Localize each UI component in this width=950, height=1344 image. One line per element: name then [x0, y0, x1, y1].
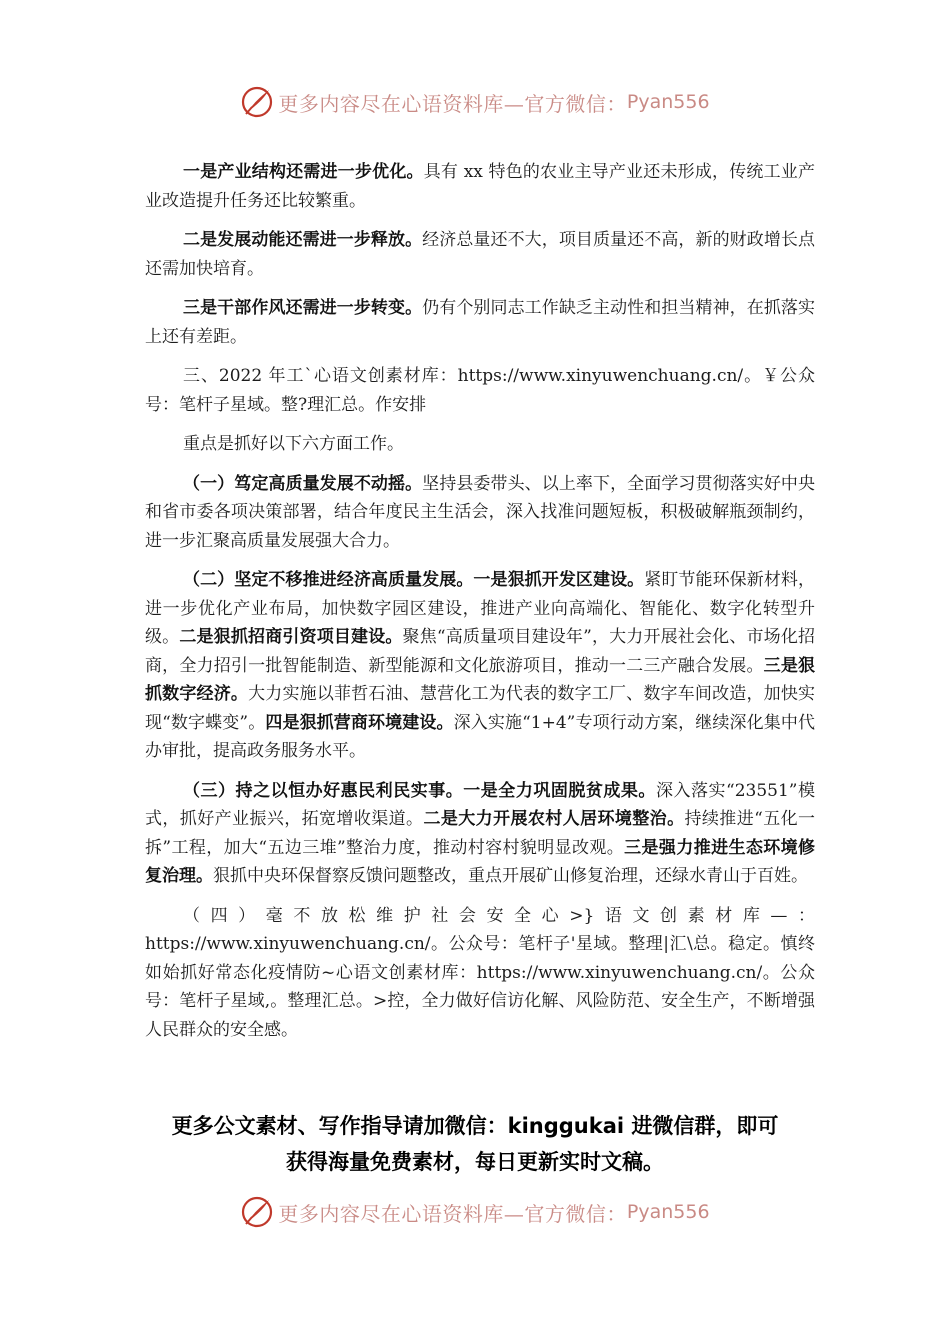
- paragraph: （三）持之以恒办好惠民利民实事。一是全力巩固脱贫成果。深入落实“23551”模式，抓好产业振兴，拓宽增收渠道。二是大力开展农村人居环境整治。持续推进“五化一拆”工程，加大“五边三堆”整治力度，推动村容村貌明显改观。三是强力推进生态环境修复治理。狠抓中央环保督察反馈问题整改，重点开展矿山修复治理，还绿水青山于百姓。: [145, 780, 816, 886]
- document-body: [145, 158, 815, 1055]
- footer-banner: [0, 1192, 950, 1232]
- notice-line-1: 更多公文素材、写作指导请加微信：kinggukai 进微信群，即可: [171, 1114, 779, 1138]
- paragraph: （二）坚定不移推进经济高质量发展。一是狠抓开发区建设。紧盯节能环保新材料，进一步优化产业布局，加快数字园区建设，推进产业向高端化、智能化、数字化转型升级。二是狠抓招商引资项目建设。聚焦“高质量项目建设年”，大力开展社会化、市场化招商，全力招引一批智能制造、新型能源和文化旅游项目，推动一二三产融合发展。三是狠抓数字经济。大力实施以菲哲石油、慧营化工为代表的数字工厂、数字车间改造，加快实现“数字蝶变”。四是狠抓营商环境建设。深入实施“1+4”专项行动方案，继续深化集中代办审批，提高政务服务水平。: [145, 570, 816, 761]
- banner-wechat-id: Pyan556: [626, 1201, 710, 1223]
- notice-line-2: 获得海量免费素材，每日更新实时文稿。: [286, 1150, 664, 1174]
- paragraph: （四）毫不放松维护社会安全心>}语文创素材库—：https://www.xinyuwenchuang.cn/。公众号：笔杆子'星域。整理|汇\总。稳定。慎终如始抓好常态化疫情防~心语文创素材库：https://www.xinyuwenchuang.cn/。公众号：笔杆子星域,。整理汇总。>控，全力做好信访化解、风险防范、安全生产，不断增强人民群众的安全感。: [145, 905, 815, 1040]
- paragraph: 三是干部作风还需进一步转变。仍有个别同志工作缺乏主动性和担当精神，在抓落实上还有差距。: [145, 298, 816, 347]
- paragraph: 重点是抓好以下六方面工作。: [183, 434, 404, 454]
- paragraph: 一是产业结构还需进一步优化。具有 xx 特色的农业主导产业还未形成，传统工业产业改造提升任务还比较繁重。: [145, 162, 816, 211]
- quill-logo-icon: [240, 1195, 274, 1229]
- header-banner: [0, 82, 950, 122]
- paragraph: 三、2022 年工`心语文创素材库：https://www.xinyuwenchuang.cn/。￥公众号：笔杆子星域。整?理汇总。作安排: [145, 366, 815, 415]
- paragraph: 二是发展动能还需进一步释放。经济总量还不大，项目质量还不高，新的财政增长点还需加快培育。: [145, 230, 816, 279]
- banner-text: 更多内容尽在心语资料库—官方微信：: [278, 91, 627, 116]
- banner-text: 更多内容尽在心语资料库—官方微信：: [278, 1201, 627, 1226]
- banner-wechat-id: Pyan556: [626, 91, 710, 113]
- quill-logo-icon: [240, 85, 274, 119]
- promo-notice: [100, 1108, 850, 1180]
- paragraph: （一）笃定高质量发展不动摇。坚持县委带头、以上率下，全面学习贯彻落实好中央和省市委各项决策部署，结合年度民主生活会，深入找准问题短板，积极破解瓶颈制约，进一步汇聚高质量发展强大合力。: [145, 473, 816, 551]
